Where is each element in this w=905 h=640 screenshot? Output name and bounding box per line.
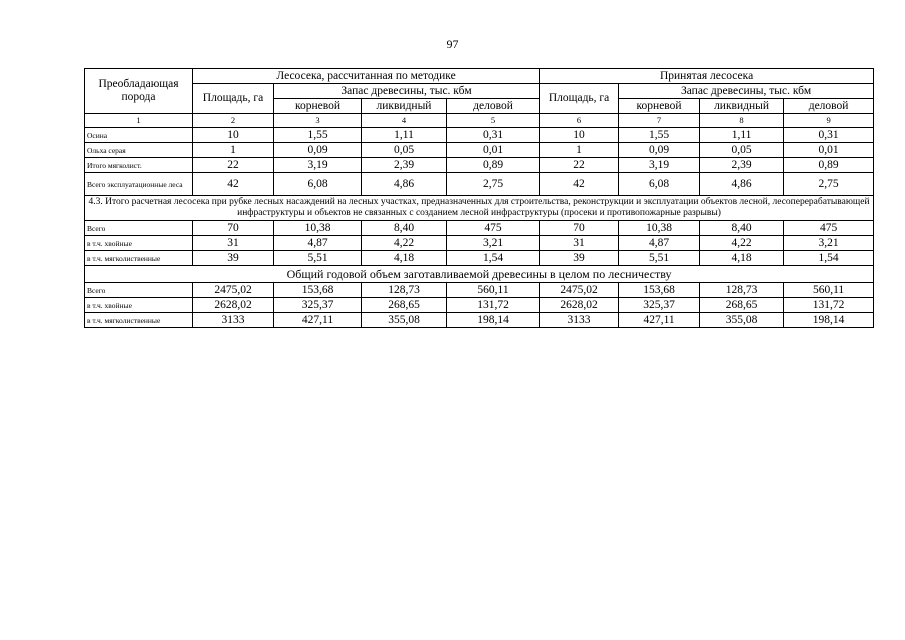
row-label: в т.ч. хвойные: [85, 236, 193, 251]
business-header-left: деловой: [447, 99, 540, 114]
area-header-left: Площадь, га: [193, 84, 274, 114]
table-cell: 2475,02: [540, 283, 619, 298]
table-row: [85, 221, 874, 236]
row-label: в т.ч. хвойные: [85, 298, 193, 313]
table-cell: 128,73: [362, 283, 447, 298]
table-cell: 268,65: [700, 298, 784, 313]
table-cell: 1,54: [447, 251, 540, 266]
table-cell: 325,37: [274, 298, 362, 313]
table-row: [85, 173, 874, 196]
table-cell: 4,86: [700, 173, 784, 196]
liquid-header-right: ликвидный: [700, 99, 784, 114]
table-cell: 4,22: [700, 236, 784, 251]
table-cell: 427,11: [274, 313, 362, 328]
table-cell: 31: [540, 236, 619, 251]
table-cell: 198,14: [447, 313, 540, 328]
row-label: Всего: [85, 283, 193, 298]
table-row: [85, 313, 874, 328]
column-number: 2: [193, 114, 274, 128]
page-number: 97: [446, 37, 459, 51]
table-cell: 3,19: [619, 158, 700, 173]
area-header-right: Площадь, га: [540, 84, 619, 114]
accepted-cut-header: Принятая лесосека: [540, 69, 874, 84]
table-cell: 70: [193, 221, 274, 236]
table-cell: 8,40: [700, 221, 784, 236]
column-number: 5: [447, 114, 540, 128]
root-header-right: корневой: [619, 99, 700, 114]
table-cell: 4,18: [700, 251, 784, 266]
root-header-left: корневой: [274, 99, 362, 114]
table-cell: 560,11: [447, 283, 540, 298]
row-label: Ольха серая: [85, 143, 193, 158]
table-cell: 31: [193, 236, 274, 251]
table-cell: 475: [447, 221, 540, 236]
row-label: Всего: [85, 221, 193, 236]
table-cell: 153,68: [274, 283, 362, 298]
table-cell: 22: [193, 158, 274, 173]
table-cell: 10: [193, 128, 274, 143]
table-cell: 4,22: [362, 236, 447, 251]
table-cell: 2628,02: [193, 298, 274, 313]
table-cell: 0,05: [362, 143, 447, 158]
table-cell: 1,55: [619, 128, 700, 143]
table-cell: 1,11: [362, 128, 447, 143]
table-cell: 268,65: [362, 298, 447, 313]
table-cell: 6,08: [619, 173, 700, 196]
table-cell: 10,38: [619, 221, 700, 236]
column-number: 4: [362, 114, 447, 128]
column-number: 3: [274, 114, 362, 128]
table-cell: 355,08: [362, 313, 447, 328]
table-cell: 3,21: [447, 236, 540, 251]
table-cell: 0,89: [447, 158, 540, 173]
table-row: [85, 158, 874, 173]
table-cell: 10,38: [274, 221, 362, 236]
table-cell: 131,72: [447, 298, 540, 313]
table-cell: 2475,02: [193, 283, 274, 298]
row-label: Всего эксплуатационные леса: [85, 173, 193, 196]
section-header-row: [85, 266, 874, 283]
table-cell: 2,39: [700, 158, 784, 173]
column-number: 7: [619, 114, 700, 128]
table-cell: 2628,02: [540, 298, 619, 313]
table-cell: 42: [193, 173, 274, 196]
table-cell: 560,11: [784, 283, 874, 298]
table-cell: 1: [540, 143, 619, 158]
stock-header-left: Запас древесины, тыс. кбм: [274, 84, 540, 99]
table-cell: 22: [540, 158, 619, 173]
table-cell: 128,73: [700, 283, 784, 298]
table-cell: 355,08: [700, 313, 784, 328]
table-cell: 0,05: [700, 143, 784, 158]
table-row: [85, 236, 874, 251]
table-cell: 42: [540, 173, 619, 196]
table-cell: 325,37: [619, 298, 700, 313]
column-number: 6: [540, 114, 619, 128]
table-cell: 1: [193, 143, 274, 158]
row-label: Осина: [85, 128, 193, 143]
table-cell: 198,14: [784, 313, 874, 328]
table-cell: 2,39: [362, 158, 447, 173]
section-header-row: [85, 196, 874, 221]
table-cell: 0,01: [447, 143, 540, 158]
table-cell: 1,11: [700, 128, 784, 143]
row-label: Итого мягколист.: [85, 158, 193, 173]
table-row: [85, 143, 874, 158]
species-header: Преобладающая порода: [85, 69, 193, 114]
table-cell: 5,51: [274, 251, 362, 266]
table-cell: 0,01: [784, 143, 874, 158]
table-cell: 3,19: [274, 158, 362, 173]
table-cell: 4,87: [274, 236, 362, 251]
table-cell: 10: [540, 128, 619, 143]
table-cell: 8,40: [362, 221, 447, 236]
table-row: [85, 283, 874, 298]
column-number: 8: [700, 114, 784, 128]
table-cell: 1,54: [784, 251, 874, 266]
table-cell: 0,89: [784, 158, 874, 173]
column-number: 1: [85, 114, 193, 128]
table-cell: 4,86: [362, 173, 447, 196]
table-cell: 2,75: [784, 173, 874, 196]
table-cell: 475: [784, 221, 874, 236]
table-cell: 3,21: [784, 236, 874, 251]
table-cell: 0,31: [784, 128, 874, 143]
section-4-3-title: 4.3. Итого расчетная лесосека при рубке лесных насаждений на лесных участках, предназначенных для строительства, реконструкции и эксплуатации объектов лесной, лесоперерабатывающей инфраструктуры и объектов не связанных с созданием лесной инфраструктуры (просеки и противопожарные разрывы): [85, 196, 874, 221]
table-cell: 3133: [193, 313, 274, 328]
column-number-row: [85, 114, 874, 128]
table-cell: 2,75: [447, 173, 540, 196]
header-row-1: [85, 69, 874, 84]
table-cell: 4,18: [362, 251, 447, 266]
table-cell: 3133: [540, 313, 619, 328]
calculated-cut-header: Лесосека, рассчитанная по методике: [193, 69, 540, 84]
header-row-2: [85, 84, 874, 99]
table-cell: 427,11: [619, 313, 700, 328]
column-number: 9: [784, 114, 874, 128]
table-row: [85, 298, 874, 313]
forest-harvest-table: [84, 68, 874, 328]
table-cell: 0,31: [447, 128, 540, 143]
table-cell: 131,72: [784, 298, 874, 313]
table-cell: 153,68: [619, 283, 700, 298]
table-cell: 39: [540, 251, 619, 266]
table-cell: 0,09: [274, 143, 362, 158]
table-row: [85, 251, 874, 266]
table-cell: 1,55: [274, 128, 362, 143]
row-label: в т.ч. мягколиственные: [85, 251, 193, 266]
table-cell: 39: [193, 251, 274, 266]
annual-total-title: Общий годовой объем заготавливаемой древесины в целом по лесничеству: [85, 266, 874, 283]
business-header-right: деловой: [784, 99, 874, 114]
table-cell: 70: [540, 221, 619, 236]
table-cell: 6,08: [274, 173, 362, 196]
table-cell: 4,87: [619, 236, 700, 251]
table-cell: 0,09: [619, 143, 700, 158]
liquid-header-left: ликвидный: [362, 99, 447, 114]
stock-header-right: Запас древесины, тыс. кбм: [619, 84, 874, 99]
table-row: [85, 128, 874, 143]
table-cell: 5,51: [619, 251, 700, 266]
row-label: в т.ч. мягколиственные: [85, 313, 193, 328]
